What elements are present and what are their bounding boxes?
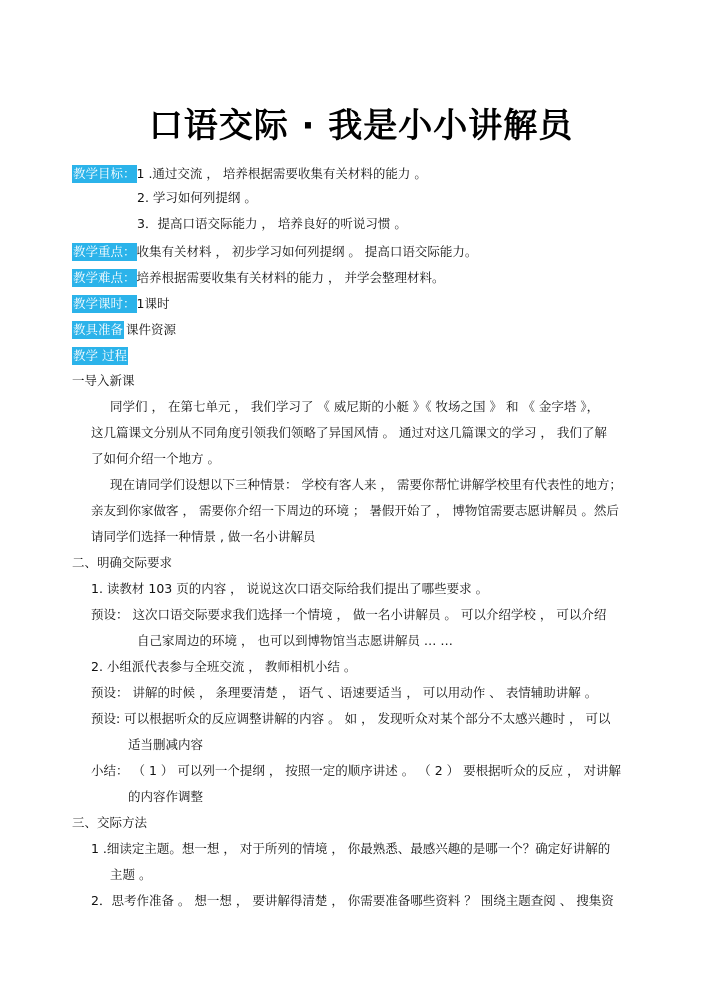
method-line: 主题 。 (110, 867, 152, 882)
process-label: 教学 过程 (73, 348, 127, 363)
answer-line: 预设： 讲解的时候 ， 条理要清楚 ， 语气 、语速要适当 ， 可以用动作 、 表情辅助讲解 。 (91, 685, 598, 700)
method-line: 1 .细读定主题。想一想 ， 对于所列的情境 ， 你最熟悉、最感兴趣的是哪一个？确定好讲解的 (91, 841, 611, 856)
question-line: 1. 读教材 103 页的内容 ， 说说这次口语交际给我们提出了哪些要求 。 (91, 581, 489, 596)
section-heading: 一导入新课 (72, 373, 135, 388)
answer-line: 适当删减内容 (128, 737, 204, 752)
key-label: 教学重点： (73, 244, 136, 259)
summary-line: 的内容作调整 (128, 789, 204, 804)
method-line: 2．思考作准备 。 想一想 ， 要讲解得清楚 ， 你需要准备哪些资料 ？ 围绕主题查阅 、 搜集资 (91, 893, 614, 908)
page-title: 口语交际 · 我是小小讲解员 (148, 106, 574, 146)
section-heading: 三、交际方法 (72, 815, 148, 830)
goal-label: 教学目标： (73, 166, 136, 181)
difficulty-label: 教学难点： (73, 270, 136, 285)
section-heading: 二、明确交际要求 (72, 555, 173, 570)
hours-text: 1课时 (136, 296, 170, 311)
answer-line: 自己家周边的环境 ， 也可以到博物馆当志愿讲解员 … … (137, 633, 453, 648)
question-line: 2. 小组派代表参与全班交流 ， 教师相机小结 。 (91, 659, 357, 674)
key-row (72, 241, 477, 261)
difficulty-row (72, 267, 444, 287)
key-text: 收集有关材料 ， 初步学习如何列提纲 。 提高口语交际能力。 (136, 244, 478, 259)
paragraph-line: 现在请同学们设想以下三种情景： 学校有客人来 ， 需要你帮忙讲解学校里有代表性的地方； (110, 477, 622, 492)
prep-label: 教具准备 (73, 322, 124, 337)
paragraph-line: 请同学们选择一种情景 , 做一名小讲解员 (91, 529, 316, 544)
difficulty-text: 培养根据需要收集有关材料的能力 ， 并学会整理材料。 (136, 270, 445, 285)
paragraph-line: 这几篇课文分别从不同角度引领我们领略了异国风情 。 通过对这几篇课文的学习 ， 我们了解 (91, 425, 607, 440)
hours-label: 教学课时： (73, 296, 136, 311)
goal-1: 1 .通过交流 ， 培养根据需要收集有关材料的能力 。 (136, 166, 427, 181)
paragraph-line: 了如何介绍一个地方 。 (91, 451, 220, 466)
answer-line: 预设: 可以根据听众的反应调整讲解的内容 。 如 ， 发现听众对某个部分不太感兴趣时 ， 可以 (91, 711, 611, 726)
prep-text: 课件资源 (126, 322, 177, 337)
goal-row (72, 163, 427, 183)
summary-line: 小结： （ 1 ） 可以列一个提纲 ， 按照一定的顺序讲述 。 （ 2 ） 要根据听众的反应 ， 对讲解 (91, 763, 622, 778)
goal-2: 2. 学习如何列提纲 。 (137, 190, 257, 205)
goal-3: 3．提高口语交际能力 ， 培养良好的听说习惯 。 (137, 216, 407, 231)
answer-line: 预设： 这次口语交际要求我们选择一个情境 ， 做一名小讲解员 。 可以介绍学校 ， 可以介绍 (91, 607, 607, 622)
hours-row (72, 293, 169, 313)
paragraph-line: 同学们 ， 在第七单元 ， 我们学习了 《 威尼斯的小艇 》《 牧场之国 》 和 《 金字塔 》， (110, 399, 600, 414)
process-row (72, 345, 128, 365)
prep-row (72, 319, 176, 339)
paragraph-line: 亲友到你家做客 ， 需要你介绍一下周边的环境 ； 暑假开始了 ， 博物馆需要志愿讲解员 。然后 (91, 503, 619, 518)
